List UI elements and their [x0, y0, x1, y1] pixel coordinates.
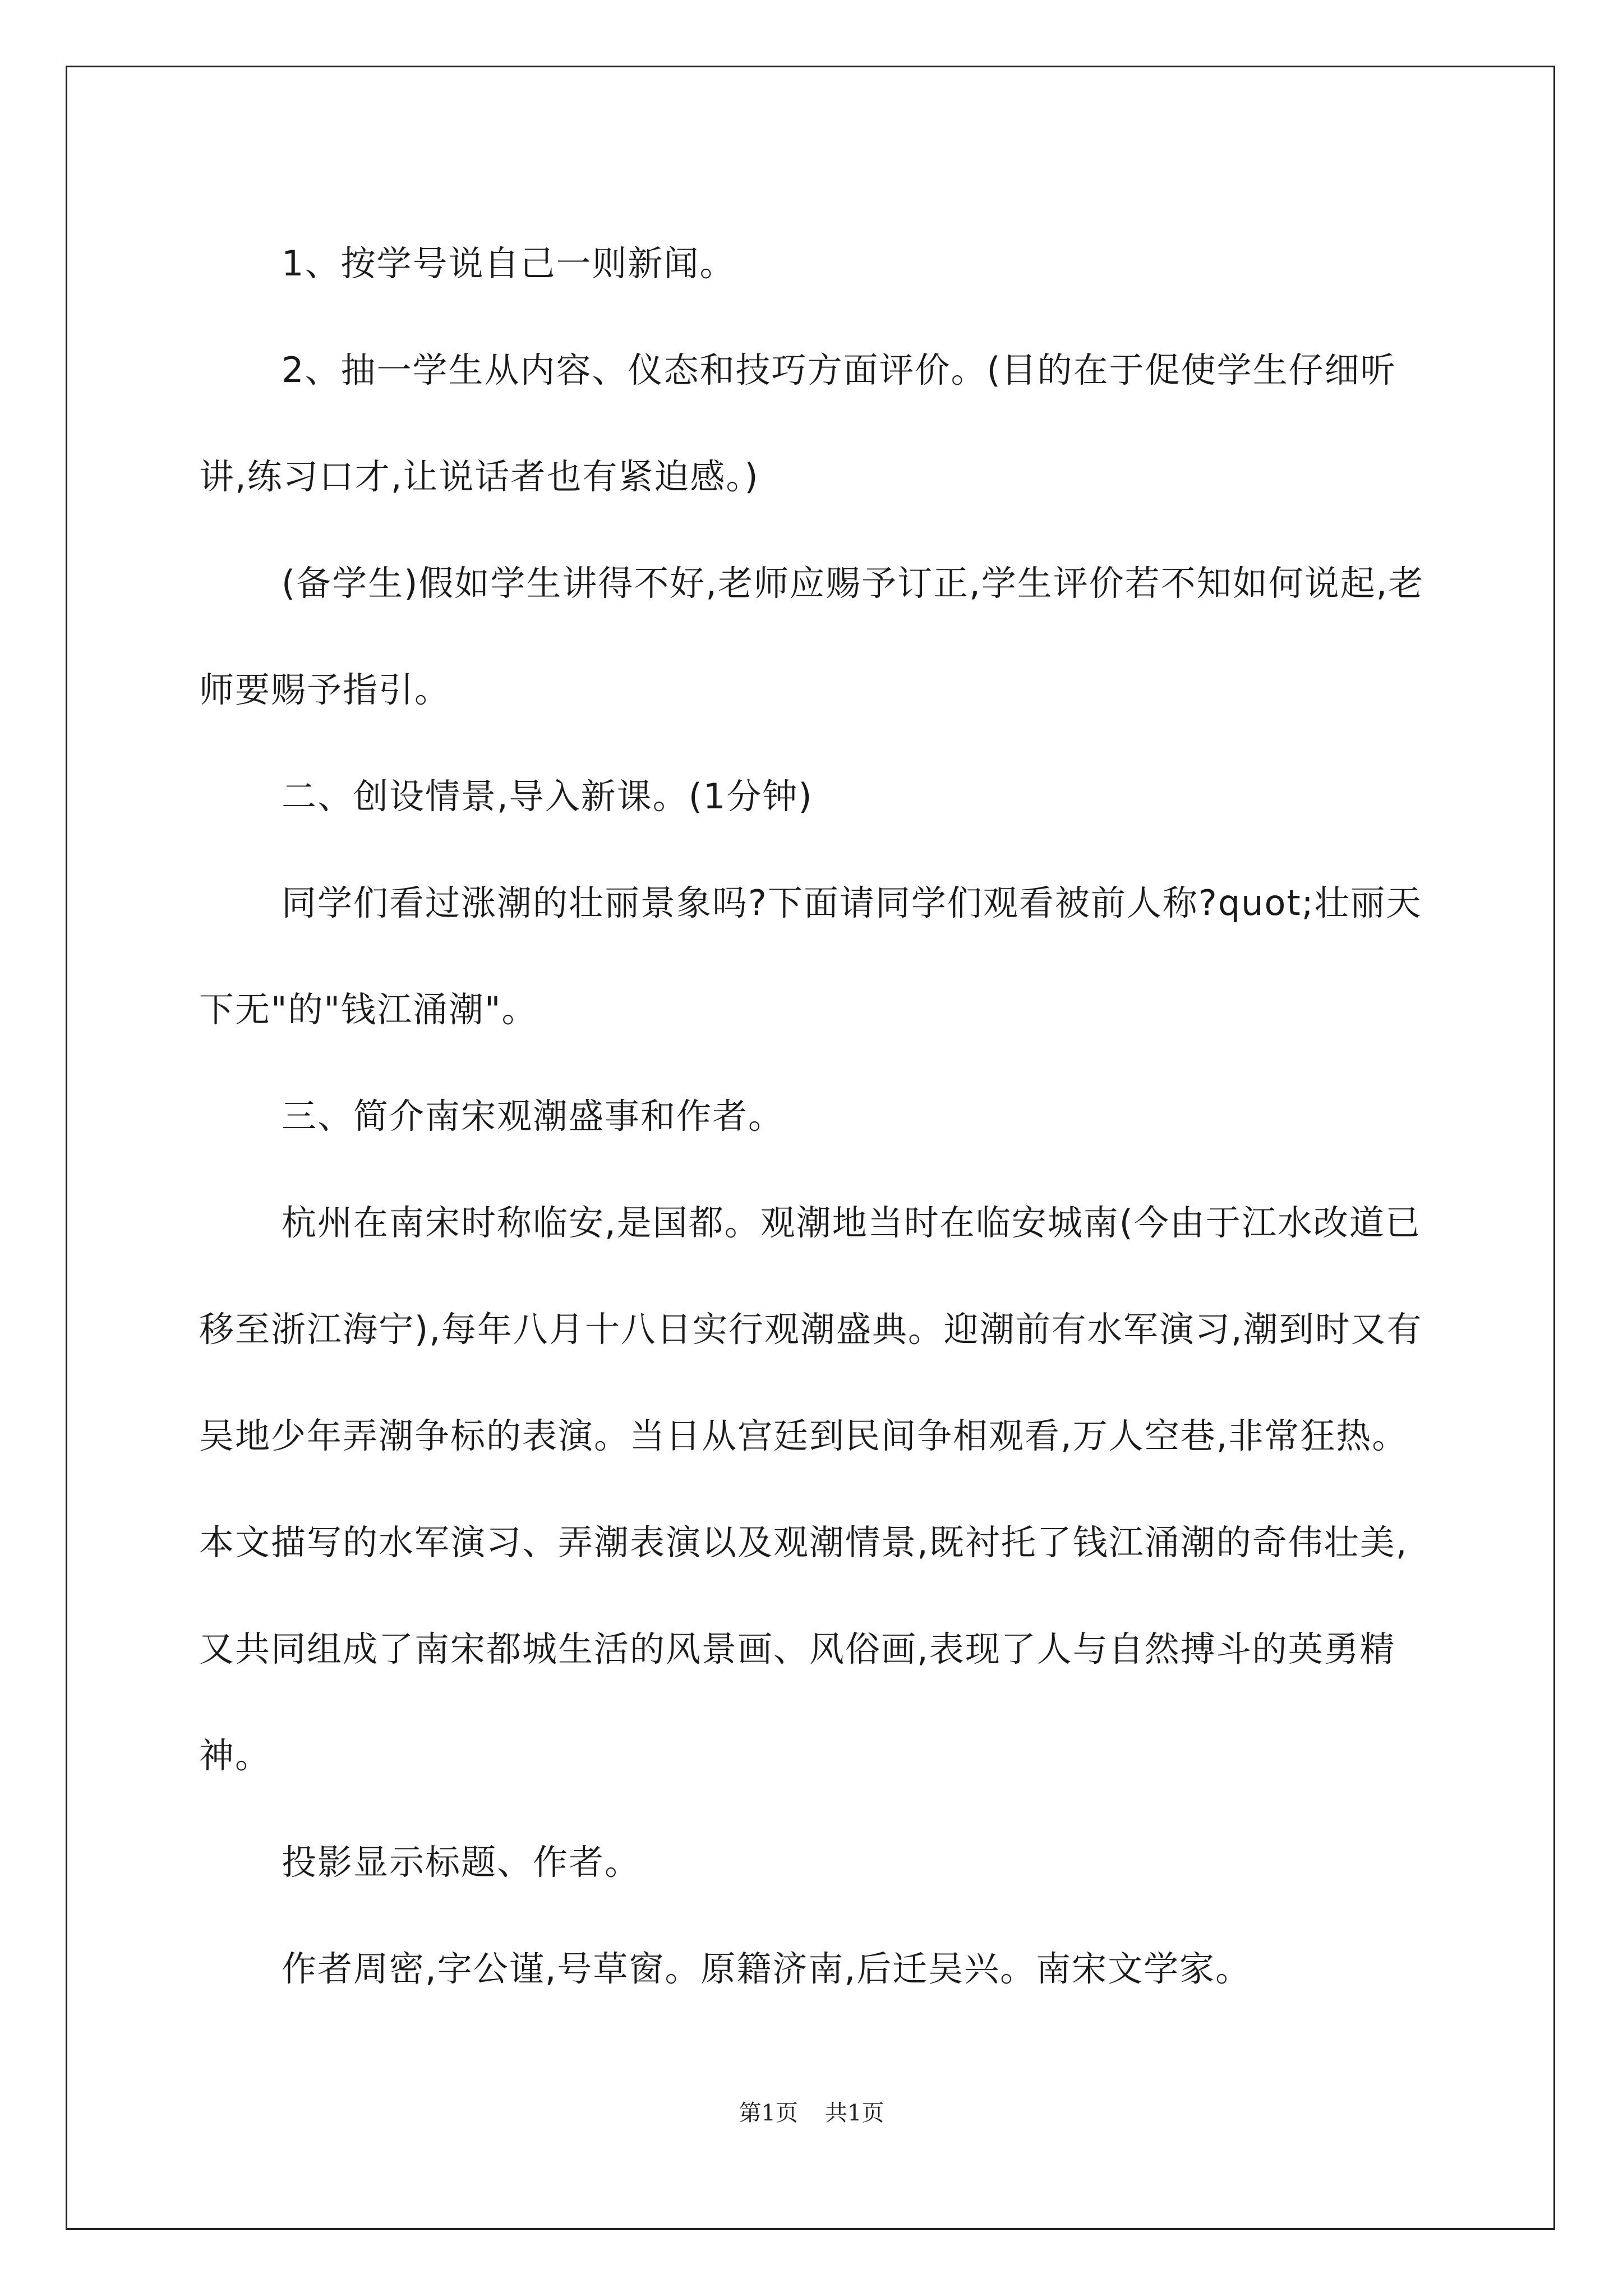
paragraph: 作者周密,字公谨,号草窗。原籍济南,后迁吴兴。南宋文学家。	[282, 1948, 1252, 1989]
paragraph: 三、简介南宋观潮盛事和作者。	[282, 1096, 785, 1137]
page-total: 共1页	[825, 2100, 884, 2126]
paragraph: 同学们看过涨潮的壮丽景象吗?下面请同学们观看被前人称?quot;壮丽天下无"的"钱江涌潮"。	[199, 882, 1422, 1030]
page-footer	[0, 2095, 1623, 2127]
paragraph: (备学生)假如学生讲得不好,老师应赐予订正,学生评价若不知如何说起,老师要赐予指引。	[199, 563, 1424, 710]
paragraph: 1、按学号说自己一则新闻。	[282, 243, 736, 284]
paragraph: 投影显示标题、作者。	[282, 1842, 641, 1883]
paragraph: 2、抽一学生从内容、仪态和技巧方面评价。(目的在于促使学生仔细听讲,练习口才,让说话者也有紧迫感。)	[199, 349, 1396, 497]
page-number: 第1页	[739, 2100, 798, 2126]
paragraph: 杭州在南宋时称临安,是国都。观潮地当时在临安城南(今由于江水改道已移至浙江海宁),每年八月十八日实行观潮盛典。迎潮前有水军演习,潮到时又有吴地少年弄潮争标的表演。当日从宫廷到民间争相观看,万人空巷,非常狂热。本文描写的水军演习、弄潮表演以及观潮情景,既衬托了钱江涌潮的奇伟壮美,又共同组成了南宋都城生活的风景画、风俗画,表现了人与自然搏斗的英勇精神。	[199, 1202, 1423, 1776]
document-body	[199, 210, 1438, 2022]
paragraph: 二、创设情景,导入新课。(1分钟)	[282, 776, 813, 817]
